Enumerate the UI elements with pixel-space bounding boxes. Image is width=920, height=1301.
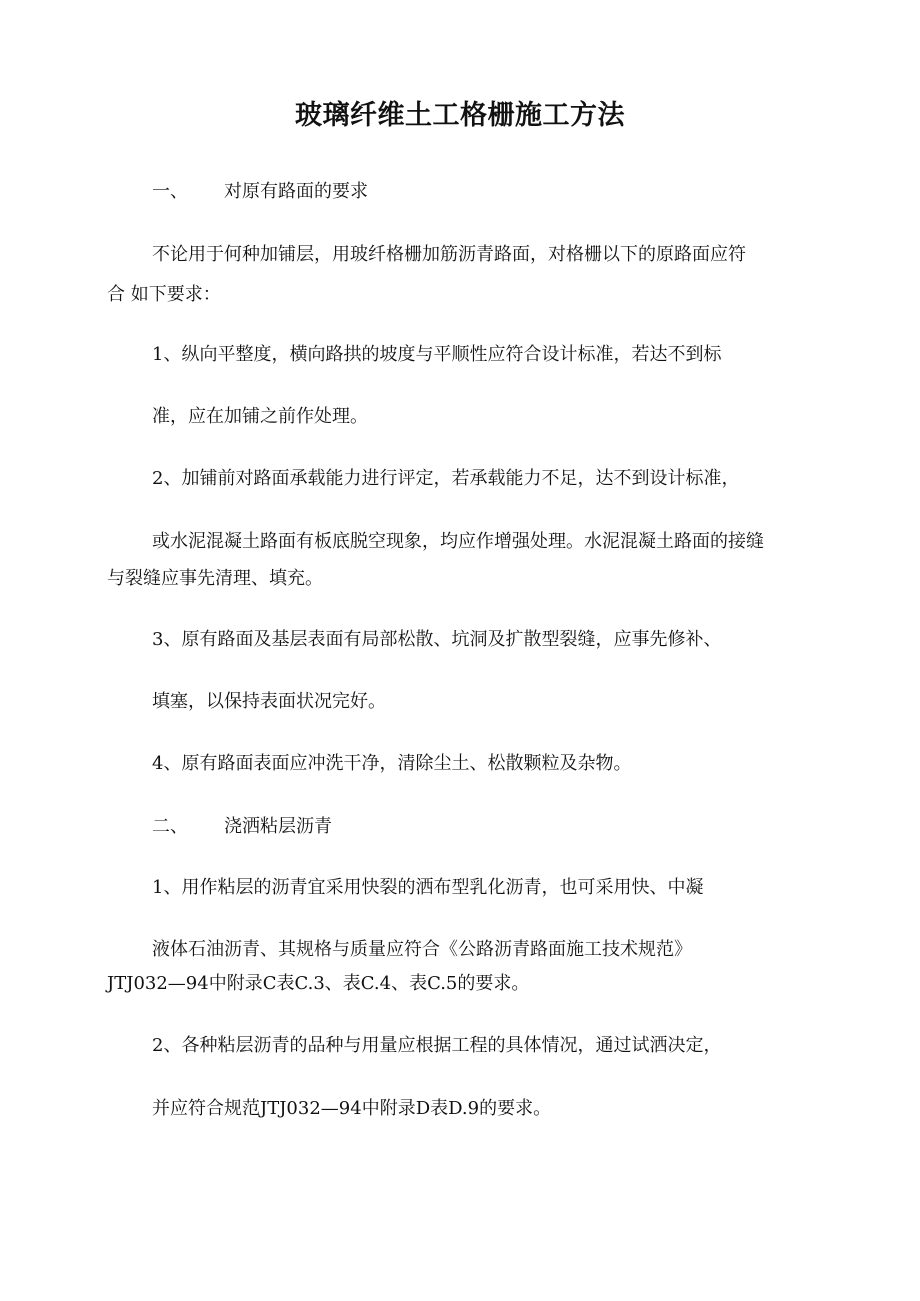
list-item-line: 1、用作粘层的沥青宜采用快裂的洒布型乳化沥青，也可采用快、中凝 <box>152 877 704 898</box>
section-2-title: 浇洒粘层沥青 <box>224 816 332 837</box>
list-item-line: 2、各种粘层沥青的品种与用量应根据工程的具体情况，通过试洒决定， <box>152 1035 722 1056</box>
paragraph-line: 合 如下要求： <box>107 284 221 305</box>
list-item-line: 1、纵向平整度，横向路拱的坡度与平顺性应符合设计标准，若达不到标 <box>152 344 722 365</box>
list-item-line: 液体石油沥青、其规格与质量应符合《公路沥青路面施工技术规范》 <box>152 939 692 960</box>
document-title: 玻璃纤维土工格栅施工方法 <box>295 100 625 131</box>
section-1-title: 对原有路面的要求 <box>224 181 368 202</box>
list-item-line: 2、加铺前对路面承载能力进行评定，若承载能力不足，达不到设计标准， <box>152 468 740 489</box>
section-2-heading <box>152 815 332 839</box>
list-item-line: 与裂缝应事先清理、填充。 <box>107 568 323 589</box>
section-2-number: 二、 <box>152 816 188 837</box>
list-item-line: 准，应在加铺之前作处理。 <box>152 406 368 427</box>
list-item-line: 3、原有路面及基层表面有局部松散、坑洞及扩散型裂缝，应事先修补、 <box>152 629 722 650</box>
section-1-heading <box>152 180 368 204</box>
list-item-line: 或水泥混凝土路面有板底脱空现象，均应作增强处理。水泥混凝土路面的接缝 <box>152 531 764 552</box>
paragraph-line: 不论用于何种加铺层，用玻纤格栅加筋沥青路面，对格栅以下的原路面应符 <box>152 244 746 265</box>
list-item-line: 4、原有路面表面应冲洗干净，清除尘土、松散颗粒及杂物。 <box>152 753 632 774</box>
list-item-line: 填塞，以保持表面状况完好。 <box>152 691 386 712</box>
list-item-line: JTJ032—94中附录C表C.3、表C.4、表C.5的要求。 <box>107 973 530 994</box>
list-item-line: 并应符合规范JTJ032—94中附录D表D.9的要求。 <box>152 1098 552 1119</box>
section-1-number: 一、 <box>152 181 188 202</box>
